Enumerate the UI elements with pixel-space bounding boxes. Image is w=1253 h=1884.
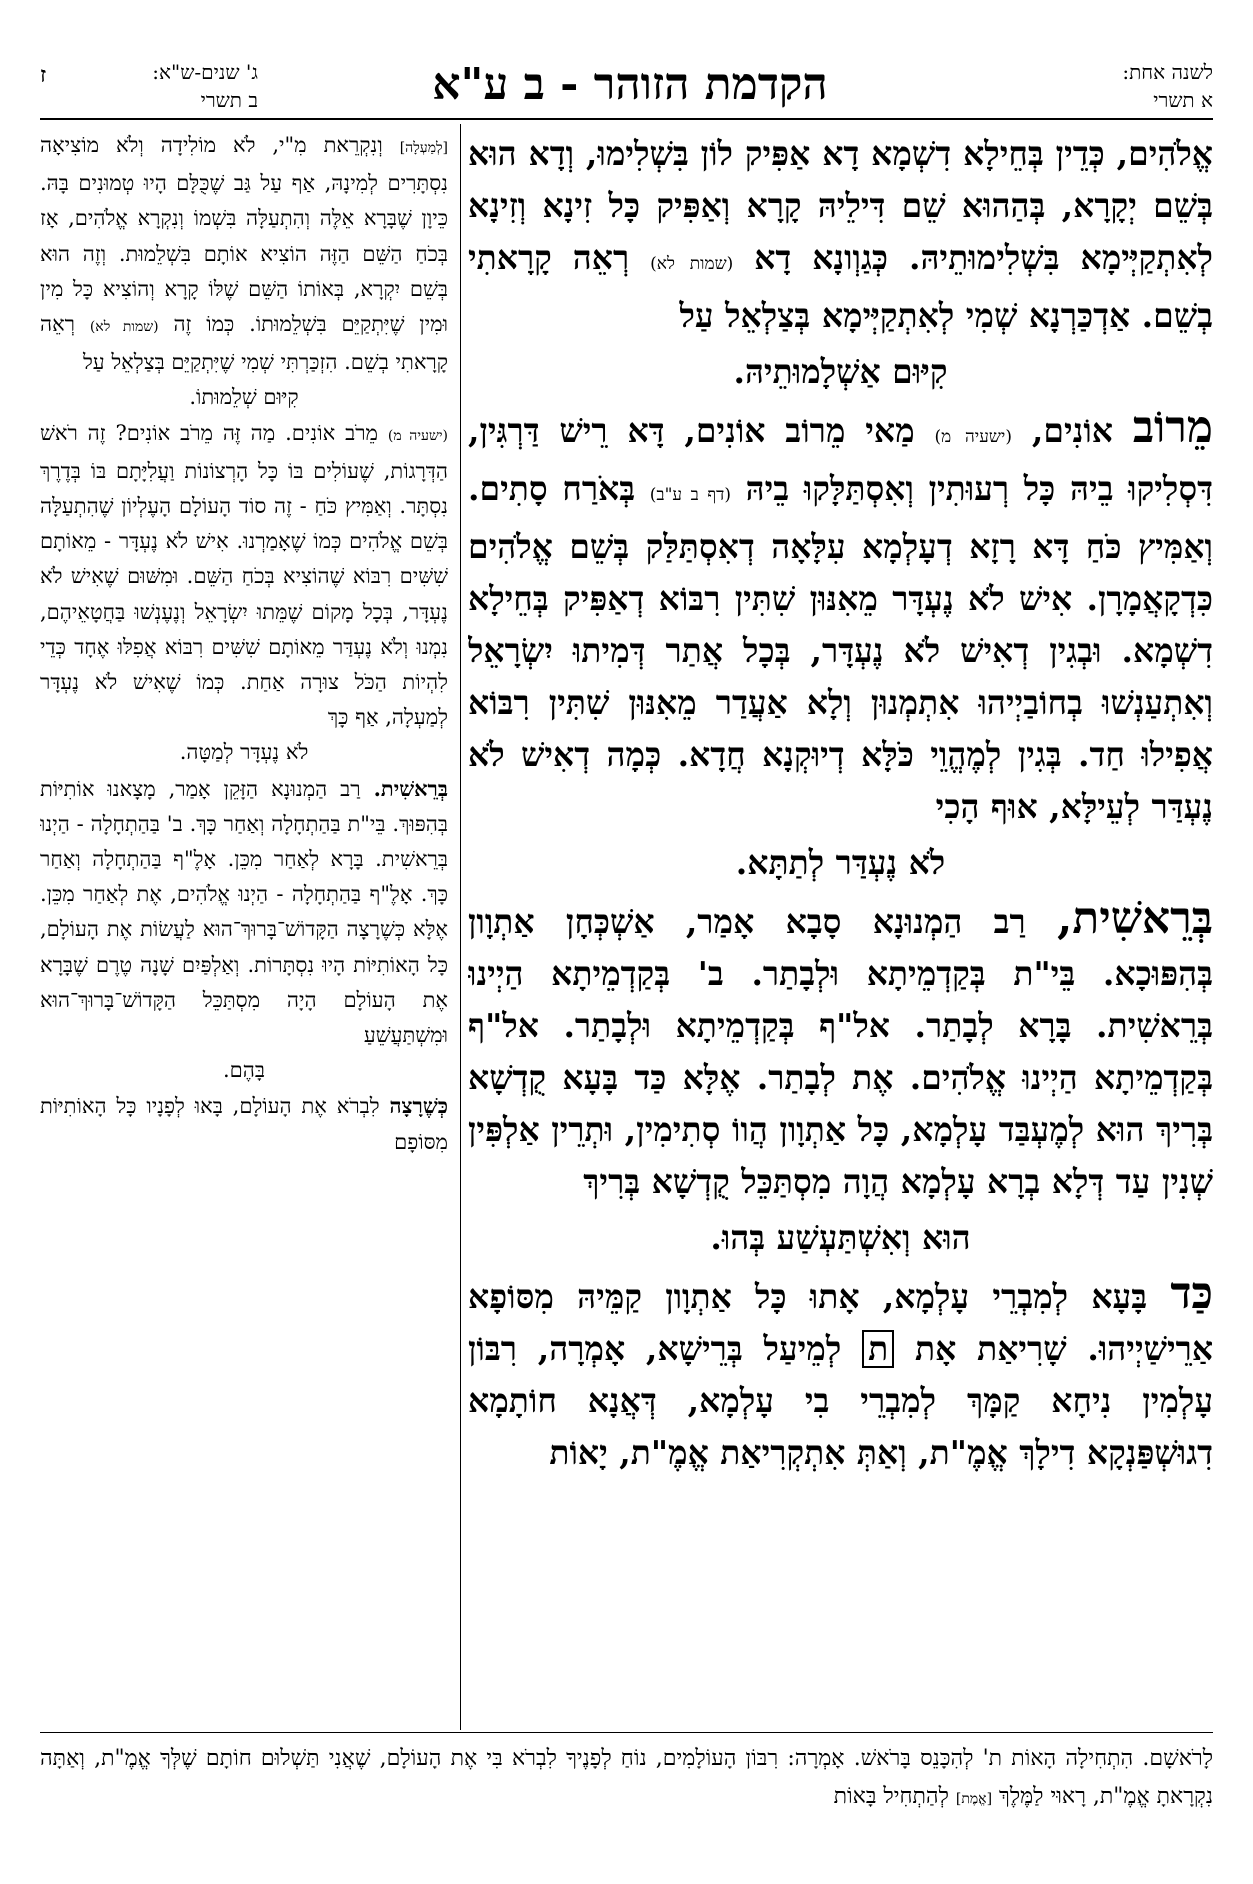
header-right-label xyxy=(1063,58,1213,114)
main-p2-text-b: מַאי מֵרוֹב אוֹנִים, דָּא רֵישׁ דַּרְגִּין, דִּסְלִיקוּ בֵיהּ כָּל רְעוּתִין וְאִסְתַּלָּקוּ בֵיהּ xyxy=(468,411,1213,508)
commentary-c1-ref: [לְמַעְלָה] xyxy=(399,140,448,156)
main-p2-text-a: אוֹנִים, xyxy=(1031,411,1113,450)
commentary-paragraph-2 xyxy=(40,416,448,736)
main-p3-text: רַב הַמְנוּנָא סָבָא אָמַר, אַשְׁכְּחָן אַתְוָון בְּהִפּוּכָא. בֵּי"ת בְּקַדְמֵיתָא וּלְבָתַר. ב' בְּקַדְמֵיתָא הַיְינוּ בְּרֵאשִׁית. בָּרָא לְבָתַר. אל"ף בְּקַדְמֵיתָא וּלְבָתַר. אל"ף בְּקַדְמֵיתָא הַיְינוּ אֱלֹהִים. אֶת לְבָתַר. אֶלָּא כַּד בָּעָא קֻדְשָׁא בְּרִיךְ הוּא לְמֶעְבַּד עָלְמָא, כָּל אַתְוָון הֲווֹ סְתִימִין, וּתְרֵין אַלְפִּין שְׁנִין עַד דְּלָא בְרָא עָלְמָא הֲוָה מִסְתַּכֵּל קֻדְשָׁא בְּרִיךְ xyxy=(468,902,1213,1201)
header-right-line2: א תשרי xyxy=(1153,88,1213,112)
footer-divider xyxy=(40,1732,1213,1733)
main-p2-ref2: (דף ב ע"ב) xyxy=(649,485,731,505)
commentary-c2-end: לֹא נֶעְדָּר לְמַטָּה. xyxy=(179,740,309,765)
main-paragraph-4 xyxy=(468,1268,1213,1479)
commentary-c4-opening-word: כְּשֶׁרָצָה xyxy=(389,1093,448,1119)
header-left-line2: ב תשרי xyxy=(200,88,258,112)
main-p1-text: אֱלֹהִים, כְּדֵין בְּחֵילָא דִשְׁמָא דָא אַפִּיק לוֹן בִּשְׁלִימוּ, וְדָא הוּא בְּשֵׁם יְקָרָא, בְּהַהוּא שֵׁם דִּילֵיהּ קָרָא וְאַפִּיק כָּל זִינָא וְזִינָא לְאִתְקַיְּימָא בִּשְׁלִימוּתֵיהּ. כְּגַוְונָא דָא xyxy=(468,134,1213,277)
commentary-paragraph-1 xyxy=(40,128,448,380)
footer-text: לָרֹאשָׁם. הִתְחִילָה הָאוֹת ת' לְהִכָּנֵס בָּרֹאשׁ. אָמְרָה: רִבּוֹן הָעוֹלָמִים, נוֹחַ לְפָנֶיךָ לִבְרֹא בִּי אֶת הָעוֹלָם, שֶׁאֲנִי תַּשְׁלוּם חוֹתָם שֶׁלְּךָ אֱמֶ"ת, וְאַתָּה נִקְרָאתָ אֱמֶ"ת, רָאוּי לַמֶּלֶךְ xyxy=(40,1746,1213,1809)
commentary-c3-end: בָּהֶם. xyxy=(223,1058,265,1083)
main-p4-text-a: בָּעָא לְמִבְרֵי עָלְמָא, אָתוּ כָּל אַתְוָון קַמֵּיהּ מִסּוֹפָא אַרֵישַׁיְיהוּ. שָׁרִיאַת אָת xyxy=(468,1277,1213,1368)
commentary-c1-text-b: רְאֵה קָרָאתִי בְשֵׁם. הִזְכַּרְתִּי שְׁמִי שֶׁיִּתְקַיֵּם בְּצַלְאֵל עַל xyxy=(40,312,448,375)
header-divider xyxy=(40,118,1213,120)
footer-ref: [אֱמֶת] xyxy=(955,1791,993,1807)
main-p2-text-c: בְּאֹרַח סָתִים. וְאַמִּיץ כֹּחַ דָּא רָזָא דְעָלְמָא עִלָּאָה דְאִסְתַּלַּק בְּשֵׁם אֱלֹהִים כִּדְקָאֲמָרָן. אִישׁ לֹא נֶעְדָּר מֵאִנּוּן שִׁתִּין רִבּוֹא דְאַפִּיק בְּחֵילָא דִשְׁמָא. וּבְגִין דְאִישׁ לֹא נֶעְדָּר, בְּכָל אֲתַר דְּמִיתוּ יִשְׂרָאֵל וְאִתְעַנְשׁוּ בְחוֹבַיְיהוּ אִתְמְנוּן וְלָא אַעֲדַר מֵאִנּוּן שִׁתִּין רִבּוֹא אֲפִילוּ חַד. בְּגִין לְמֶהֱוֵי כֹּלָּא דְיוּקְנָא חֲדָא. כְּמָה דְאִישׁ לֹא נֶעְדַּר לְעֵילָּא, אוּף הָכִי xyxy=(468,469,1213,826)
commentary-c2-text: מֵרֹב אוֹנִים. מַה זֶּה מֵרֹב אוֹנִים? זֶה רֹאשׁ הַדְּרָגוֹת, שֶׁעוֹלִים בּוֹ כָּל הָרְצוֹנוֹת וַעֲלִיָּתָם בּוֹ בְּדֶרֶךְ נִסְתָּר. וְאַמִּיץ כֹּחַ - זֶה סוֹד הָעוֹלָם הָעֶלְיוֹן שֶׁהִתְעַלָּה בְּשֵׁם אֱלֹהִים כְּמוֹ שֶׁאָמַרְנוּ. אִישׁ לֹא נֶעְדָּר - מֵאוֹתָם שִׁשִּׁים רִבּוֹא שֶׁהוֹצִיא בְּכֹחַ הַשֵּׁם. וּמִשּׁוּם שֶׁאִישׁ לֹא נֶעְדָּר, בְּכָל מָקוֹם שֶׁמֵּתוּ יִשְׂרָאֵל וְנֶעֶנְשׁוּ בַּחֲטָאֵיהֶם, נִמְנוּ וְלֹא נֶעְדַּר מֵאוֹתָם שִׁשִּׁים רִבּוֹא אֲפִלּוּ אֶחָד כְּדֵי לִהְיוֹת הַכֹּל צוּרָה אַחַת. כְּמוֹ שֶׁאִישׁ לֹא נֶעְדָּר לְמַעְלָה, אַף כָּךְ xyxy=(40,420,448,730)
main-p2-opening-word: מֵרוֹב xyxy=(1132,402,1213,453)
boxed-letter-tav: ת xyxy=(862,1330,894,1368)
commentary-c1-end: קִיּוּם שְׁלֵמוּתוֹ. xyxy=(189,385,299,410)
main-p1-ref: (שמות לא) xyxy=(650,254,734,274)
header-right-line1: לשנה אחת: xyxy=(1122,60,1213,84)
commentary-c3-text: רַב הַמְנוּנָא הַזָּקֵן אָמַר, מָצָאנוּ אוֹתִיּוֹת בְּהִפּוּךְ. בֵּי"ת בַּהַתְחָלָה וְאַחַר כָּךְ. ב' בַּהַתְחָלָה - הַיְנוּ בְּרֵאשִׁית. בָּרָא לְאַחַר מִכֵּן. אָלֶ"ף בַּהַתְחָלָה וְאַחַר כָּךְ. אָלֶ"ף בַּהַתְחָלָה - הַיְנוּ אֱלֹהִים, אֶת לְאַחַר מִכֵּן. אֶלָּא כְּשֶׁרָצָה הַקָּדוֹשׁ־בָּרוּךְ־הוּא לַעֲשׂוֹת אֶת הָעוֹלָם, כָּל הָאוֹתִיּוֹת הָיוּ נִסְתָּרוֹת. וְאַלְפַּיִם שָׁנָה טֶרֶם שֶׁבָּרָא אֶת הָעוֹלָם הָיָה מִסְתַּכֵּל הַקָּדוֹשׁ־בָּרוּךְ־הוּא וּמִשְׁתַּעֲשֵׁעַ xyxy=(40,776,448,1048)
main-p3-end: הוּא וְאִשְׁתַּעְשַׁע בְּהוּ. xyxy=(710,1218,971,1257)
main-p4-opening-word: כַּד xyxy=(1170,1268,1213,1319)
commentary-c1-text: וְנִקְרֵאת מִ"י, לֹא מוֹלִידָה וְלֹא מוֹצִיאָה נִסְתָּרִים לְמִינָהּ, אַף עַל גַּב שֶׁכֻּלָּם הָיוּ טְמוּנִים בָּהּ. כֵּיוָן שֶׁבָּרָא אֵלֶּה וְהִתְעַלָּה בִּשְׁמוֹ וְנִקְרָא אֱלֹהִים, אָז בְּכֹחַ הַשֵּׁם הַזֶּה הוֹצִיא אוֹתָם בִּשְׁלֵמוּת. וְזֶה הוּא בְּשֵׁם יִקְרָא, בְּאוֹתוֹ הַשֵּׁם שֶׁלּוֹ קָרָא וְהוֹצִיא כָּל מִין וּמִין שֶׁיִּתְקַיֵּם בִּשְׁלֵמוּתוֹ. כְּמוֹ זֶה xyxy=(40,133,448,337)
main-p1-text-b: רְאֵה קָרָאתִי בְשֵׁם. אַדְכַּרְנָא שְׁמִי לְאִתְקַיְּימָא בְּצַלְאֵל עַל xyxy=(468,238,1213,335)
main-text-column xyxy=(468,128,1213,1728)
commentary-paragraph-3 xyxy=(40,771,448,1054)
commentary-c1-ref2: (שמות לא) xyxy=(89,319,159,336)
main-p4-text-b: לְמֵיעַל בְּרֵישָׁא, אָמְרָה, רִבּוֹן עָלְמִין נִיחָא קַמָּךְ לְמִבְרֵי בִי עָלְמָא, דְּאֲנָא חוֹתָמָא דִגוּשְׁפַּנְקָא דִילָךְ אֱמֶ"ת, וְאַתְּ אִתְקְרִיאַת אֱמֶ"ת, יָאוֹת xyxy=(468,1329,1213,1472)
page-marker: ז xyxy=(40,62,47,88)
footer-continuation xyxy=(40,1740,1213,1818)
main-paragraph-3 xyxy=(468,893,1213,1208)
page-title: הקדמת הזוהר - ב ע"א xyxy=(432,59,828,110)
commentary-c4-text: לִבְרֹא אֶת הָעוֹלָם, בָּאוּ לְפָנָיו כָּל הָאוֹתִיּוֹת מִסּוֹפָם xyxy=(40,1094,448,1154)
main-paragraph-2 xyxy=(468,402,1213,833)
commentary-paragraph-4 xyxy=(40,1088,448,1159)
footer-paragraph xyxy=(40,1740,1213,1818)
main-paragraph-1 xyxy=(468,128,1213,342)
header-left-label xyxy=(58,58,258,114)
main-p1-end: קִיּוּם אַשְׁלָמוּתֵיהּ. xyxy=(733,352,948,391)
commentary-column xyxy=(40,128,448,1728)
commentary-c3-opening-word: בְּרֵאשִׁית. xyxy=(373,775,448,801)
footer-text-end: לְהַתְחִיל בָּאוֹת xyxy=(833,1784,949,1809)
commentary-c2-ref: (ישעיה מ) xyxy=(387,427,448,444)
column-divider xyxy=(460,124,461,1730)
main-p3-opening-word: בְּרֵאשִׁית, xyxy=(1057,893,1213,944)
header-left-line1: ג' שנים-ש"א: xyxy=(152,60,258,84)
main-p2-ref: (ישעיה מ) xyxy=(934,427,1012,447)
main-p2-end: לֹא נֶעְדַּר לְתַתָּא. xyxy=(735,843,946,882)
